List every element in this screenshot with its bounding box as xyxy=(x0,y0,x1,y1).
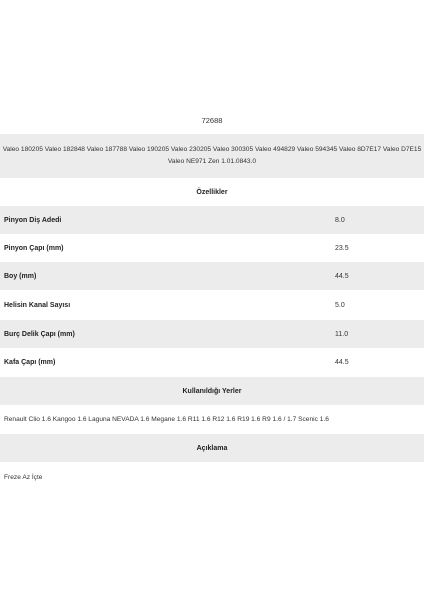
usage-text-row xyxy=(0,405,424,433)
product-code: 72688 xyxy=(201,115,223,125)
features-heading: Özellikler xyxy=(196,188,228,196)
spec-value: 5.0 xyxy=(335,301,345,309)
spec-value: 8.0 xyxy=(335,216,345,224)
description-text: Freze Az İçte xyxy=(4,473,43,481)
usage-heading: Kullanıldığı Yerler xyxy=(0,377,424,405)
spec-label: Pinyon Diş Adedi xyxy=(4,216,62,224)
description-text-row xyxy=(0,463,424,491)
spec-row xyxy=(0,320,424,348)
spec-value: 23.5 xyxy=(335,244,349,252)
description-heading: Açıklama xyxy=(0,434,424,462)
spec-row xyxy=(0,262,424,290)
spec-label: Kafa Çapı (mm) xyxy=(4,358,56,366)
spec-label: Burç Delik Çapı (mm) xyxy=(4,330,75,338)
spec-row xyxy=(0,234,424,262)
spec-label: Boy (mm) xyxy=(4,272,37,280)
spec-label: Helisin Kanal Sayısı xyxy=(4,301,71,309)
usage-text: Renault Clio 1.6 Kangoo 1.6 Laguna NEVADA 1.6 Megane 1.6 R11 1.6 R12 1.6 R19 1.6 R9 1.6 / 1.7 Scenic 1.6 xyxy=(4,415,329,423)
spec-row xyxy=(0,348,424,376)
oem-numbers-row xyxy=(0,134,424,178)
spec-row xyxy=(0,206,424,234)
spec-value: 44.5 xyxy=(335,358,349,366)
spec-row xyxy=(0,291,424,319)
spec-label: Pinyon Çapı (mm) xyxy=(4,244,64,252)
spec-value: 11.0 xyxy=(335,330,349,338)
oem-numbers: Valeo 180205 Valeo 182848 Valeo 187788 Valeo 190205 Valeo 230205 Valeo 300305 Valeo 494829 Valeo 594345 Valeo 8D7E17 Valeo D7E15 Valeo NE971 Zen 1.01.0843.0 xyxy=(2,146,422,165)
product-code-row xyxy=(0,106,424,134)
spec-value: 44.5 xyxy=(335,272,349,280)
